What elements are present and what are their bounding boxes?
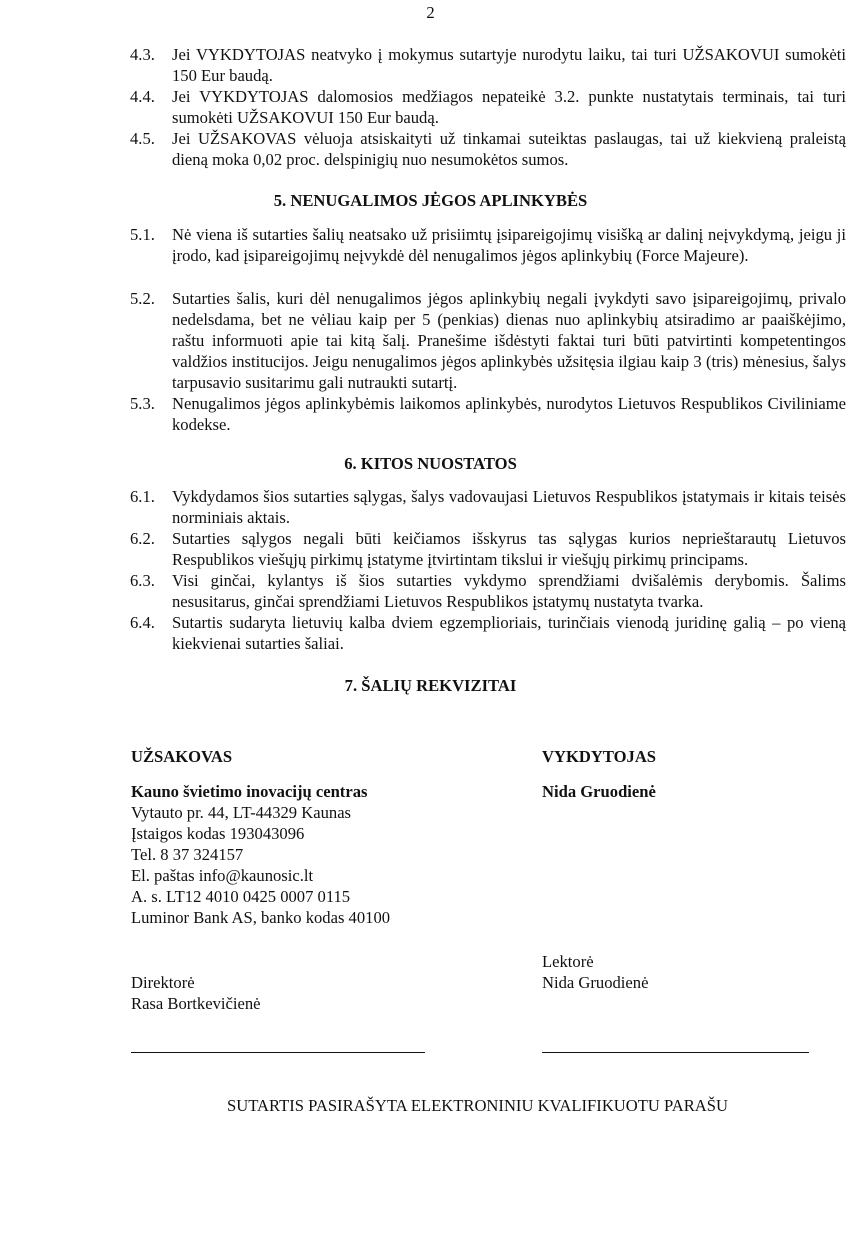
customer-details — [131, 746, 390, 928]
clause-number: 5.3. — [130, 394, 155, 413]
clause-number: 6.4. — [130, 613, 155, 632]
clause-text: Nenugalimos jėgos aplinkybėmis laikomos aplinkybės, nurodytos Lietuvos Respublikos Civiliniame kodekse. — [172, 394, 846, 434]
contractor-signer-title: Lektorė — [542, 952, 594, 971]
clause-number: 6.1. — [130, 487, 155, 506]
clause-text: Nė viena iš sutarties šalių neatsako už prisiimtų įsipareigojimų visišką ar dalinį neįvykdymą, jeigu ji įrodo, kad įsipareigojimų neįvykdė dėl nenugalimos jėgos aplinkybių (Force Majeure). — [172, 225, 846, 265]
clause-number: 4.3. — [130, 45, 155, 64]
clause-5-3 — [130, 393, 846, 435]
clause-text: Sutarties šalis, kuri dėl nenugalimos jėgos aplinkybių negali įvykdyti savo įsipareigojimų, privalo nedelsdama, bet ne vėliau kaip per 5 (penkias) dienas nuo aplinkybių atsiradimo ar paaiškėjimo, raštu informuoti apie tai kitą šalį. Pranešime išdėstyti faktai turi būti patvirtinti kompetentingos valdžios institucijos. Jeigu nenugalimos jėgos aplinkybės užsitęsia ilgiau kaip 3 (tris) mėnesius, šalys tarpusavio susitarimu gali nutraukti sutartį. — [172, 289, 846, 392]
clause-text: Sutartis sudaryta lietuvių kalba dviem egzemplioriais, turinčiais vienodą juridinę galią – po vieną kiekvienai sutarties šaliai. — [172, 613, 846, 653]
clause-6-2 — [130, 528, 846, 570]
clause-text: Sutarties sąlygos negali būti keičiamos išskyrus tas sąlygas kurios neprieštarautų Lietuvos Respublikos viešųjų pirkimų įstatyme įtvirtintam tikslui ir viešųjų pirkimų principams. — [172, 529, 846, 569]
clause-4-5 — [130, 128, 846, 170]
clause-text: Jei UŽSAKOVAS vėluoja atsiskaityti už tinkamai suteiktas paslaugas, tai už kiekvieną praleistą dieną moka 0,02 proc. delspinigių nuo nesumokėtos sumos. — [172, 129, 846, 169]
clause-number: 6.2. — [130, 529, 155, 548]
customer-bank: Luminor Bank AS, banko kodas 40100 — [131, 908, 391, 927]
customer-signer-title: Direktorė — [131, 973, 195, 992]
customer-signer — [131, 972, 260, 1014]
contractor-signer — [542, 951, 648, 993]
clause-number: 4.5. — [130, 129, 155, 148]
contractor-signature-line — [542, 1052, 809, 1053]
page-number: 2 — [426, 3, 435, 22]
customer-role: UŽSAKOVAS — [131, 747, 233, 766]
contractor-name: Nida Gruodienė — [542, 782, 656, 801]
clause-number: 5.1. — [130, 225, 155, 244]
customer-email: El. paštas info@kaunosic.lt — [131, 866, 314, 885]
clause-6-4 — [130, 612, 846, 654]
customer-signature-line — [131, 1052, 425, 1053]
section-6-heading: 6. KITOS NUOSTATOS — [344, 454, 517, 473]
clause-5-2 — [130, 288, 846, 393]
clause-6-1 — [130, 486, 846, 528]
clause-text: Vykdydamos šios sutarties sąlygas, šalys vadovaujasi Lietuvos Respublikos įstatymais ir kitais teisės norminiais aktais. — [172, 487, 846, 527]
clause-text: Jei VYKDYTOJAS neatvyko į mokymus sutartyje nurodytu laiku, tai turi UŽSAKOVUI sumokėti 150 Eur baudą. — [172, 45, 846, 85]
clause-4-3 — [130, 44, 846, 86]
contractor-role: VYKDYTOJAS — [542, 747, 657, 766]
customer-address: Vytauto pr. 44, LT-44329 Kaunas — [131, 803, 352, 822]
clause-6-3 — [130, 570, 846, 612]
section-5-heading: 5. NENUGALIMOS JĖGOS APLINKYBĖS — [273, 191, 588, 210]
customer-phone: Tel. 8 37 324157 — [131, 845, 244, 864]
contractor-details — [542, 746, 656, 802]
clause-number: 4.4. — [130, 87, 155, 106]
section-7-heading: 7. ŠALIŲ REKVIZITAI — [344, 676, 517, 695]
clause-text: Visi ginčai, kylantys iš šios sutarties vykdymo sprendžiami dvišalėmis derybomis. Šalims nesusitarus, ginčai sprendžiami Lietuvos Respublikos įstatymų nustatyta tvarka. — [172, 571, 846, 611]
customer-name: Kauno švietimo inovacijų centras — [131, 782, 368, 801]
clause-number: 5.2. — [130, 289, 155, 308]
customer-account: A. s. LT12 4010 0425 0007 0115 — [131, 887, 351, 906]
contractor-signer-name: Nida Gruodienė — [542, 973, 649, 992]
clause-5-1 — [130, 224, 846, 266]
clause-4-4 — [130, 86, 846, 128]
customer-company-code: Įstaigos kodas 193043096 — [131, 824, 305, 843]
signature-note: SUTARTIS PASIRAŠYTA ELEKTRONINIU KVALIFIKUOTU PARAŠU — [227, 1096, 728, 1115]
clause-number: 6.3. — [130, 571, 155, 590]
customer-signer-name: Rasa Bortkevičienė — [131, 994, 261, 1013]
clause-text: Jei VYKDYTOJAS dalomosios medžiagos nepateikė 3.2. punkte nustatytais terminais, tai turi sumokėti UŽSAKOVUI 150 Eur baudą. — [172, 87, 846, 127]
